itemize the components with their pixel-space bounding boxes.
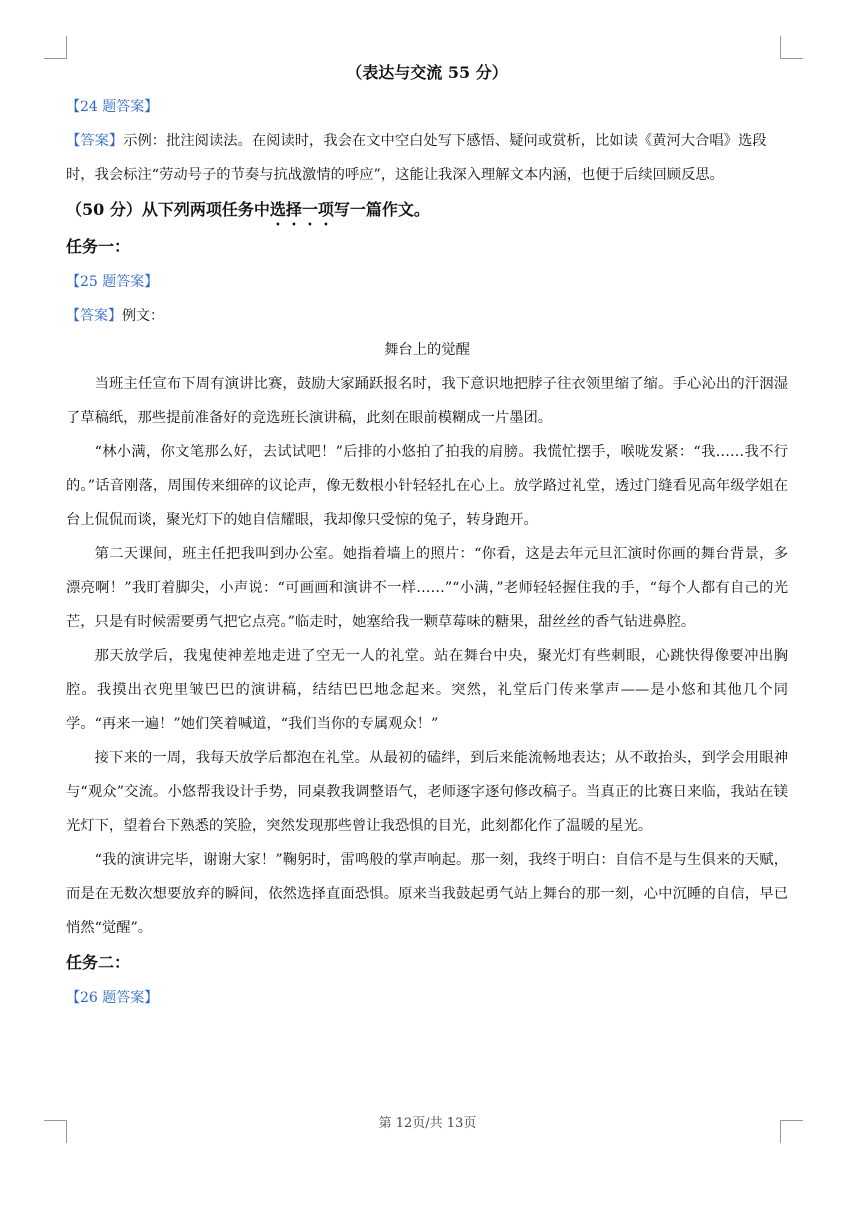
essay-title: 舞台上的觉醒 — [384, 342, 470, 358]
essay-paragraph: “我的演讲完毕，谢谢大家！”鞠躬时，雷鸣般的掌声响起。那一刻，我终于明白：自信不是与生俱来的天赋，而是在无数次想要放弃的瞬间，依然选择直面恐惧。原来当我鼓起勇气站上舞台的那一刻，心中沉睡的自信，早已悄然“觉醒”。 — [66, 852, 788, 936]
writing-instruction — [66, 192, 788, 229]
q26-tag: 【26 题答案】 — [66, 990, 159, 1006]
q25-answer-text: 例文： — [122, 308, 164, 324]
crop-mark-top-left — [44, 36, 67, 59]
q24-answer — [66, 124, 788, 192]
q24-tag-line — [66, 90, 788, 124]
essay-paragraph: 当班主任宣布下周有演讲比赛，鼓励大家踊跃报名时，我下意识地把脖子往衣领里缩了缩。手心沁出的汗洇湿了草稿纸，那些提前准备好的竞选班长演讲稿，此刻在眼前模糊成一片墨团。 — [66, 376, 788, 426]
instruction-prefix: （50 分）从下列两项任务中 — [66, 200, 270, 219]
essay-paragraph: 接下来的一周，我每天放学后都泡在礼堂。从最初的磕绊，到后来能流畅地表达；从不敢抬头，到学会用眼神与“观众”交流。小悠帮我设计手势，同桌教我调整语气，老师逐字逐句修改稿子。当真正的比赛日来临，我站在镁光灯下，望着台下熟悉的笑脸，突然发现那些曾让我恐惧的目光，此刻都化作了温暖的星光。 — [66, 750, 788, 834]
instruction-suffix: 写一篇作文。 — [333, 200, 430, 219]
page-content — [66, 56, 788, 1015]
q24-tag: 【24 题答案】 — [66, 99, 159, 115]
q25-answer-tag: 【答案】 — [66, 308, 122, 324]
q25-answer — [66, 299, 788, 333]
section-title: （表达与交流 55 分） — [346, 63, 508, 82]
essay-paragraph: 那天放学后，我鬼使神差地走进了空无一人的礼堂。站在舞台中央，聚光灯有些刺眼，心跳快得像要冲出胸腔。我摸出衣兜里皱巴巴的演讲稿，结结巴巴地念起来。突然，礼堂后门传来掌声——是小悠和其他几个同学。“再来一遍！”她们笑着喊道，“我们当你的专属观众！” — [66, 648, 788, 732]
q26-tag-line — [66, 981, 788, 1015]
essay-paragraph: “林小满，你文笔那么好，去试试吧！”后排的小悠拍了拍我的肩膀。我慌忙摆手，喉咙发紧：“我……我不行的。”话音刚落，周围传来细碎的议论声，像无数根小针轻轻扎在心上。放学路过礼堂，透过门缝看见高年级学姐在台上侃侃而谈，聚光灯下的她自信耀眼，我却像只受惊的兔子，转身跑开。 — [66, 444, 788, 528]
q25-tag-line — [66, 265, 788, 299]
essay-paragraph: 第二天课间，班主任把我叫到办公室。她指着墙上的照片：“你看，这是去年元旦汇演时你画的舞台背景，多漂亮啊！”我盯着脚尖，小声说：“可画画和演讲不一样……”“小满，”老师轻轻握住我的手，“每个人都有自己的光芒，只是有时候需要勇气把它点亮。”临走时，她塞给我一颗草莓味的糖果，甜丝丝的香气钻进鼻腔。 — [66, 546, 788, 630]
page-footer: 第 12页/共 13页 — [378, 1116, 477, 1131]
task2-title: 任务二： — [66, 953, 131, 972]
q24-answer-tag: 【答案】 — [66, 133, 124, 149]
q24-answer-text: 示例：批注阅读法。在阅读时，我会在文中空白处写下感悟、疑问或赏析，比如读《黄河大合唱》选段时，我会标注“劳动号子的节奏与抗战激情的呼应”，这能让我深入理解文本内涵，也便于后续回顾反思。 — [66, 133, 767, 183]
task1-title: 任务一： — [66, 237, 131, 256]
instruction-emphasis: 选择一项 — [269, 200, 334, 219]
q25-tag: 【25 题答案】 — [66, 274, 159, 290]
